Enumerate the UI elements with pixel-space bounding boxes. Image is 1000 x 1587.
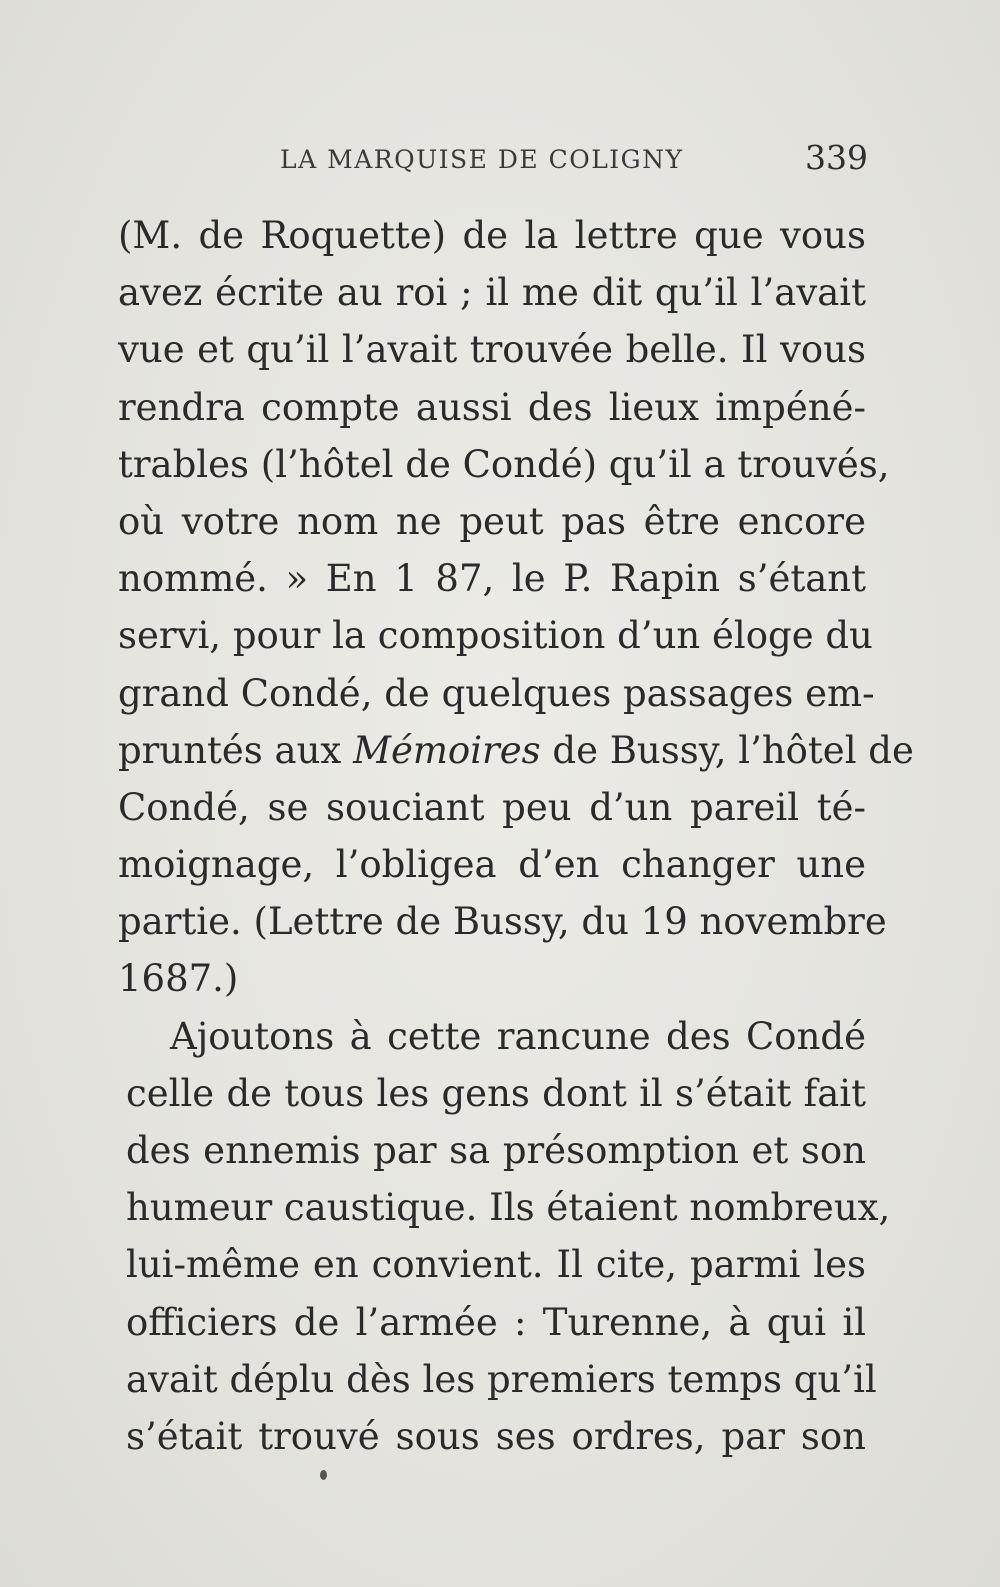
paragraph-1: [118, 207, 914, 1008]
text-line: nommé. » En 1 87, le P. Rapin s’étant: [118, 557, 866, 601]
text-line: partie. (Lettre de Bussy, du 19 novembre: [118, 900, 887, 944]
text-line: (M. de Roquette) de la lettre que vous: [118, 214, 866, 257]
italic-title: Mémoires: [353, 728, 541, 772]
page-number: 339: [805, 138, 868, 177]
line-segment: de Bussy, l’hôtel de: [540, 728, 914, 772]
text-line: Ajoutons à cette rancune des Condé: [170, 1014, 866, 1058]
text-line: rendra compte aussi des lieux impéné-: [118, 385, 866, 429]
text-line: avez écrite au roi ; il me dit qu’il l’avait: [118, 271, 866, 315]
text-line-with-italic: [118, 722, 914, 779]
text-line: moignage, l’obligea d’en changer une: [118, 843, 866, 887]
text-line: s’était trouvé sous ses ordres, par son: [126, 1414, 866, 1458]
ink-speck: [320, 1470, 327, 1480]
text-line: Condé, se souciant peu d’un pareil té-: [118, 785, 866, 829]
line-segment: pruntés aux: [118, 728, 354, 772]
running-title: LA MARQUISE DE COLIGNY: [280, 145, 684, 174]
text-line: trables (l’hôtel de Condé) qu’il a trouvés,: [118, 442, 890, 486]
body-text: [118, 207, 914, 1465]
text-line: où votre nom ne peut pas être encore: [118, 499, 866, 543]
text-line: servi, pour la composition d’un éloge du: [118, 614, 873, 658]
text-line: celle de tous les gens dont il s’était fait: [126, 1071, 866, 1115]
text-line: humeur caustique. Ils étaient nombreux,: [126, 1186, 891, 1230]
text-line: des ennemis par sa présomption et son: [126, 1129, 866, 1172]
paragraph-2: [118, 1008, 891, 1466]
text-line: officiers de l’armée : Turenne, à qui il: [126, 1300, 866, 1344]
text-line: avait déplu dès les premiers temps qu’il: [126, 1357, 877, 1401]
text-line: lui-même en convient. Il cite, parmi les: [126, 1243, 866, 1287]
text-line: vue et qu’il l’avait trouvée belle. Il vous: [118, 328, 866, 372]
text-line: 1687.): [118, 957, 239, 1001]
text-line: grand Condé, de quelques passages em-: [118, 671, 875, 715]
